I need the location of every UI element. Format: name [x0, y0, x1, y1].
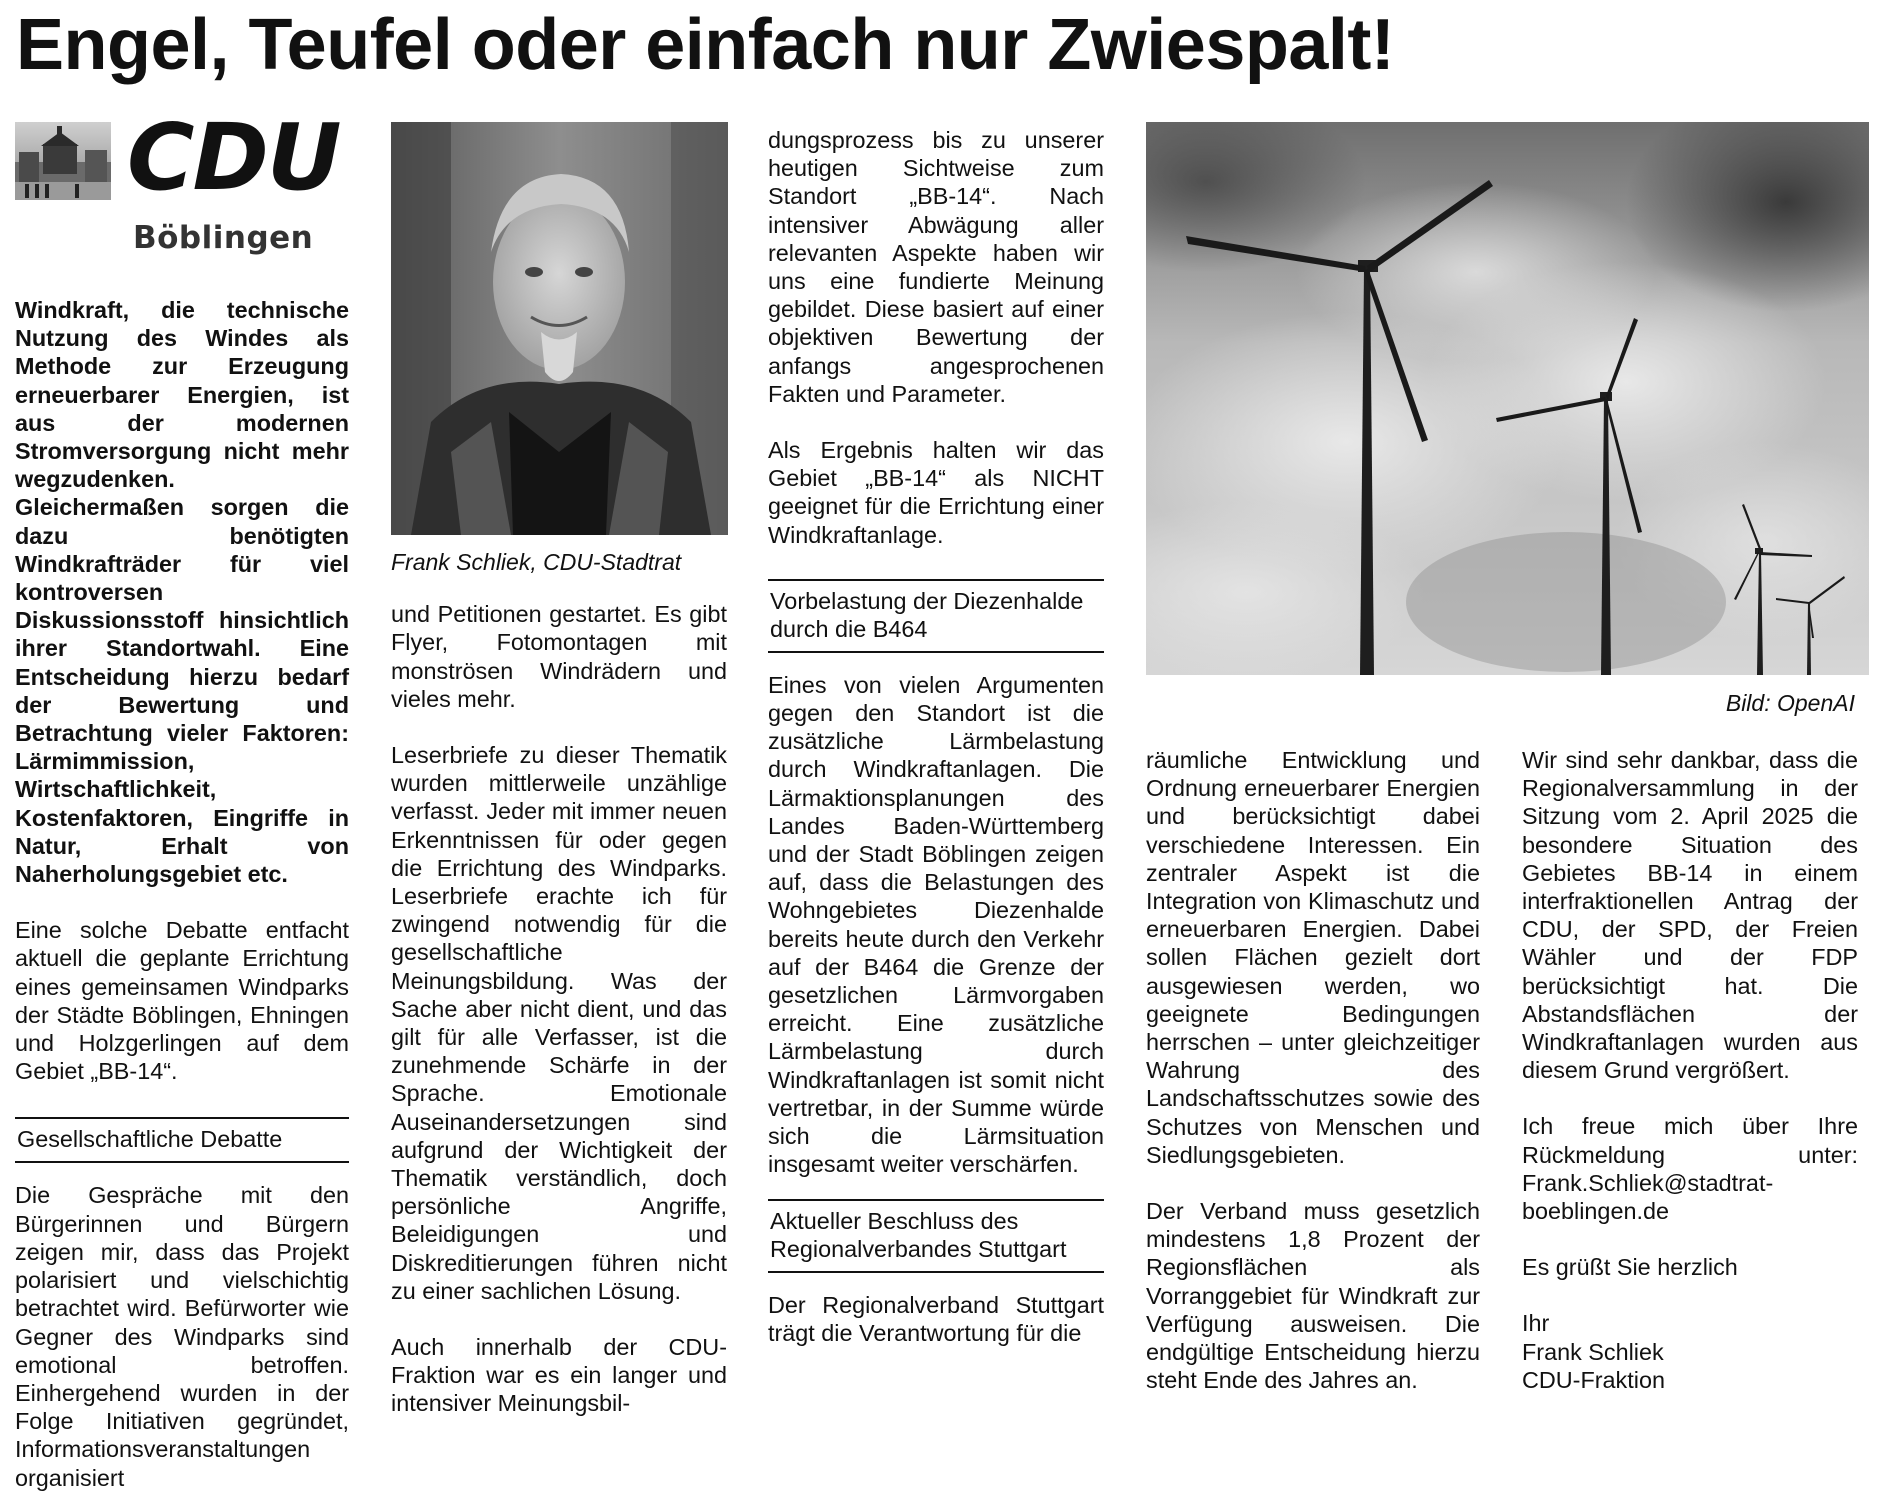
- col3-paragraph-4: Der Regionalverband Stuttgart trägt die Verantwortung für die: [768, 1291, 1104, 1346]
- image-credit: Bild: OpenAI: [1725, 690, 1855, 716]
- subheading-vorbelastung: Vorbelastung der Diezenhalde durch die B464: [768, 579, 1104, 653]
- column-4: [1146, 746, 1480, 1394]
- col3-paragraph-3: Eines von vielen Argumenten gegen den Standort ist die zusätzliche Lärmbelastung durch Windkraftanlagen. Die Lärmaktionsplanungen des Landes Baden-Württemberg und der Stadt Böblingen zeigen auf, dass die Belastungen des Wohngebietes Diezenhalde bereits heute durch den Verkehr auf der B464 die Grenze der gesetzlichen Lärmvorgaben erreicht. Eine zusätzliche Lärmbelastung durch Windkraftanlagen ist somit nicht vertretbar, in der Summe würde sich die Lärmsituation insgesamt weiter verschärfen.: [768, 671, 1104, 1178]
- col4-paragraph-2: Der Verband muss gesetzlich mindestens 1,8 Prozent der Regionsflächen als Vorranggebiet für Windkraft zur Verfügung ausweisen. Die endgültige Entscheidung hierzu steht Ende des Jahres an.: [1146, 1198, 1480, 1394]
- headline: Engel, Teufel oder einfach nur Zwiespalt!: [16, 5, 1395, 85]
- wind-turbine-photo: [1146, 122, 1869, 675]
- signature-name: Frank Schliek: [1522, 1338, 1664, 1365]
- subheading-gesellschaftliche-debatte: Gesellschaftliche Debatte: [15, 1117, 349, 1163]
- col3-paragraph-1: dungsprozess bis zu unserer heutigen Sichtweise zum Standort „BB-14“. Nach intensiver Abwägung aller relevanten Aspekte haben wir uns eine fundierte Meinung gebildet. Diese basiert auf einer objektiven Bewertung der anfangs angesprochenen Fakten und Parameter.: [768, 127, 1104, 407]
- intro-paragraph: Eine solche Debatte entfacht aktuell die geplante Errichtung eines gemeinsamen Windparks der Städte Böblingen, Ehningen und Holzgerlingen auf dem Gebiet „BB-14“.: [15, 917, 349, 1085]
- cdu-logo-city: Böblingen: [133, 220, 314, 256]
- debate-paragraph: Die Gespräche mit den Bürgerinnen und Bürgern zeigen mir, dass das Projekt polarisiert und vielschichtig betrachtet wird. Befürworter wie Gegner des Windparks sind emotional betroffen. Einhergehend wurden in der Folge Initiativen gegründet, Informationsveranstaltungen organisiert: [15, 1182, 349, 1491]
- column-2: [391, 548, 727, 1418]
- col5-paragraph-1: Wir sind sehr dankbar, dass die Regionalversammlung in der Sitzung vom 2. April 2025 die besondere Situation des Gebietes BB-14 in einem interfraktionellen Antrag der CDU, der SPD, der Freien Wähler und der FDP berücksichtigt hat. Die Abstandsflächen der Windkraftanlagen wurden aus diesem Grund vergrößert.: [1522, 747, 1858, 1084]
- column-5: [1522, 746, 1858, 1394]
- signature-line-1: Ihr: [1522, 1310, 1550, 1337]
- col2-paragraph-2: Leserbriefe zu dieser Thematik wurden mittlerweile unzählige verfasst. Jeder mit immer neuen Erkenntnissen für oder gegen die Errichtung des Windparks. Leserbriefe erachte ich für zwingend notwendig für die gesellschaftliche Meinungsbildung. Was der Sache aber nicht dient, und das gilt für alle Verfasser, ist die zunehmende Schärfe in der Sprache. Emotionale Auseinandersetzungen sind aufgrund der Wichtigkeit der Thematik verständlich, doch persönliche Angriffe, Beleidigungen und Diskreditierungen führen nicht zu einer sachlichen Lösung.: [391, 742, 727, 1304]
- subheading-aktueller-beschluss: Aktueller Beschluss des Regionalverbandes Stuttgart: [768, 1199, 1104, 1273]
- signature: [1522, 1309, 1858, 1394]
- signature-group: CDU-Fraktion: [1522, 1366, 1665, 1393]
- cdu-logo-wordmark: CDU: [127, 104, 340, 211]
- photo-caption: Frank Schliek, CDU-Stadtrat: [391, 549, 682, 575]
- town-photo-icon: [15, 122, 111, 200]
- column-1: [15, 296, 349, 1492]
- lead-paragraph: Windkraft, die technische Nutzung des Windes als Methode zur Erzeugung erneuerbarer Energien, ist aus der modernen Stromversorgung nicht mehr wegzudenken. Gleichermaßen sorgen die dazu benötigten Windkrafträder für viel kontroversen Diskussionsstoff hinsichtlich ihrer Standortwahl. Eine Entscheidung hierzu bedarf der Bewertung und Betrachtung vieler Faktoren: Lärmimmission, Wirtschaftlichkeit, Kostenfaktoren, Eingriffe in Natur, Erhalt von Naherholungsgebiet etc.: [15, 297, 349, 888]
- col5-contact: Ich freue mich über Ihre Rückmeldung unter: Frank.Schliek@stadtrat-boeblingen.de: [1522, 1113, 1858, 1225]
- portrait-photo: [391, 122, 728, 535]
- col2-paragraph-3: Auch innerhalb der CDU-Fraktion war es ein langer und intensiver Meinungsbil-: [391, 1334, 727, 1417]
- cdu-logo: [15, 104, 351, 258]
- col5-greeting: Es grüßt Sie herzlich: [1522, 1254, 1738, 1281]
- column-3: [768, 126, 1104, 1347]
- col2-paragraph-1: und Petitionen gestartet. Es gibt Flyer, Fotomontagen mit monströsen Windrädern und vieles mehr.: [391, 601, 727, 712]
- col3-paragraph-2: Als Ergebnis halten wir das Gebiet „BB-14“ als NICHT geeignet für die Errichtung einer Windkraftanlage.: [768, 437, 1104, 548]
- col4-paragraph-1: räumliche Entwicklung und Ordnung erneuerbarer Energien und berücksichtigt dabei verschiedene Interessen. Ein zentraler Aspekt ist die Integration von Klimaschutz und erneuerbaren Energien. Dabei sollen Flächen gezielt dort ausgewiesen werden, wo geeignete Bedingungen herrschen – unter gleichzeitiger Wahrung des Landschaftsschutzes sowie des Schutzes von Menschen und Siedlungsgebieten.: [1146, 747, 1480, 1168]
